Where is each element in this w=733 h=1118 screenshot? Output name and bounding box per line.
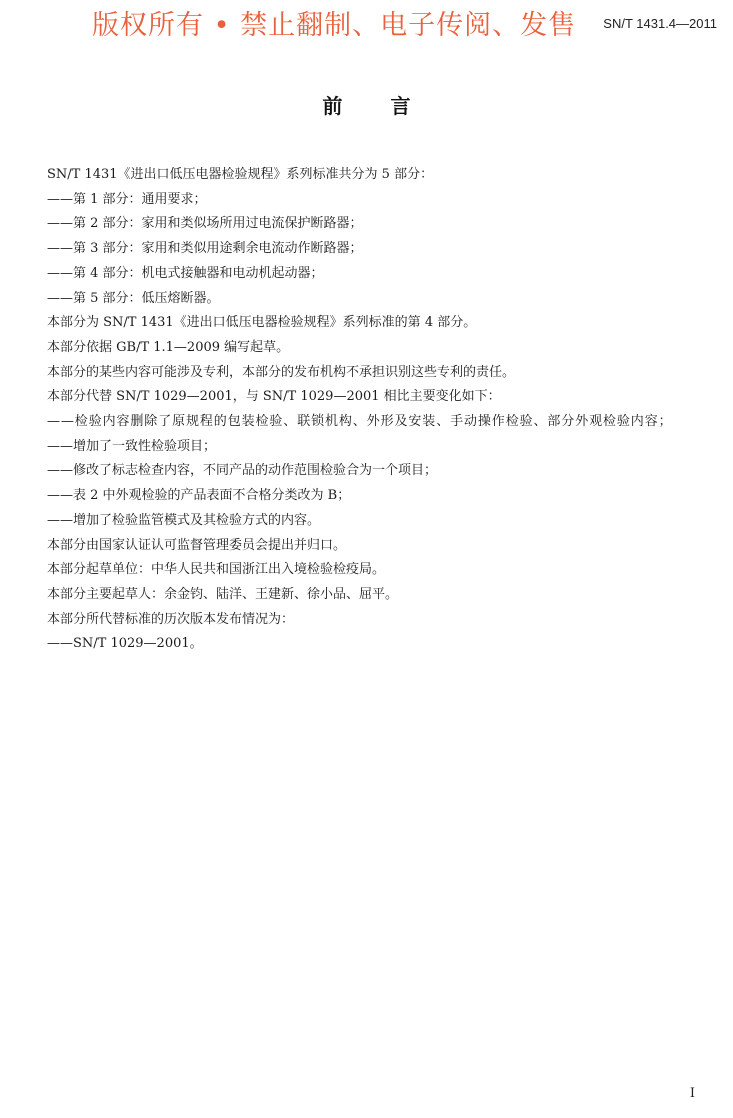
- list-item-change-4: ——表 2 中外观检验的产品表面不合格分类改为 B；: [47, 488, 351, 504]
- list-item-part-4: ——第 4 部分：机电式接触器和电动机起动器；: [47, 265, 324, 281]
- paragraph-drafting-unit: 本部分起草单位：中华人民共和国浙江出入境检验检疫局。: [47, 562, 386, 578]
- list-item-change-5: ——增加了检验监管模式及其检验方式的内容。: [47, 512, 321, 528]
- paragraph-replacement: 本部分代替 SN/T 1029—2001，与 SN/T 1029—2001 相比主要变化如下：: [47, 389, 501, 405]
- paragraph-this-part: 本部分为 SN/T 1431《进出口低压电器检验规程》系列标准的第 4 部分。: [47, 315, 477, 331]
- document-code: SN/T 1431.4—2011: [603, 16, 717, 31]
- list-item-change-2: ——增加了一致性检验项目；: [47, 438, 217, 454]
- paragraph-drafters: 本部分主要起草人：余金钧、陆洋、王建新、徐小品、屈平。: [47, 586, 399, 602]
- list-item-part-5: ——第 5 部分：低压熔断器。: [47, 290, 220, 306]
- paragraph-patent-notice: 本部分的某些内容可能涉及专利，本部分的发布机构不承担识别这些专利的责任。: [47, 364, 516, 380]
- paragraph-previous-editions: 本部分所代替标准的历次版本发布情况为：: [47, 611, 295, 627]
- paragraph-proposer: 本部分由国家认证认可监督管理委员会提出并归口。: [47, 537, 347, 553]
- list-item-part-2: ——第 2 部分：家用和类似场所用过电流保护断路器；: [47, 216, 363, 232]
- list-item-part-1: ——第 1 部分：通用要求；: [47, 191, 207, 207]
- list-item-part-3: ——第 3 部分：家用和类似用途剩余电流动作断路器；: [47, 241, 363, 257]
- page-title: 前言: [322, 94, 459, 118]
- list-item-change-1: ——检验内容删除了原规程的包装检验、联锁机构、外形及安装、手动操作检验、部分外观检验内容；: [47, 414, 673, 430]
- page-number: I: [689, 1086, 695, 1101]
- list-item-change-3: ——修改了标志检查内容，不同产品的动作范围检验合为一个项目；: [47, 463, 438, 479]
- foreword-body: [47, 163, 723, 657]
- paragraph-series-intro: SN/T 1431《进出口低压电器检验规程》系列标准共分为 5 部分：: [47, 167, 434, 182]
- list-item-previous-edition: ——SN/T 1029—2001。: [47, 636, 203, 652]
- copyright-watermark: 版权所有 • 禁止翻制、电子传阅、发售: [92, 10, 577, 41]
- paragraph-drafting-basis: 本部分依据 GB/T 1.1—2009 编写起草。: [47, 339, 290, 355]
